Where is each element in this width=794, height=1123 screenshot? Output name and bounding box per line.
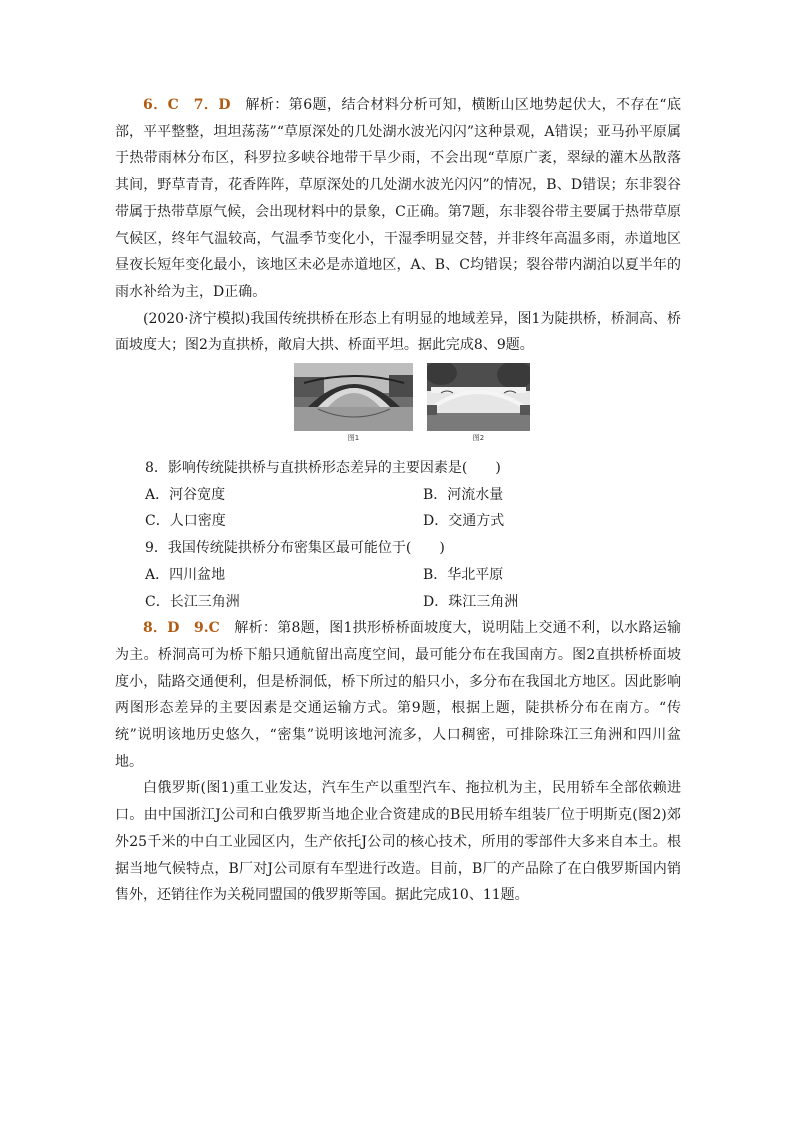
steep-arch-bridge-photo xyxy=(294,363,413,431)
answer-key-8-9: 8．D 9.C xyxy=(143,620,220,637)
question-intro-10-11: 白俄罗斯(图1)重工业发达，汽车生产以重型汽车、拖拉机为主，民用轿车全部依赖进口。由中国浙江J公司和白俄罗斯当地企业合资建成的B民用轿车组装厂位于明斯克(图2)郊外25千米的中白工业园区内，生产依托J公司的核心技术，所用的零部件大多来自本土。根据当地气候特点，B厂对J公司原有车型进行改造。目前，B厂的产品除了在白俄罗斯国内销售外，还销往作为关税同盟国的俄罗斯等国。据此完成10、11题。 xyxy=(115,780,681,904)
page-content xyxy=(115,92,681,909)
bridge-figures xyxy=(115,363,681,449)
q9-option-c: C．长江三角洲 xyxy=(145,593,240,610)
q9-option-b: B．华北平原 xyxy=(423,566,504,583)
answer-key-6-7: 6．C 7．D xyxy=(143,97,231,113)
explanation-text-6-7: 解析：第6题，结合材料分析可知，横断山区地势起伏大，不存在“底部，平平整整，坦坦荡荡”“草原深处的几处湖水波光闪闪”这种景观，A错误；亚马孙平原属于热带雨林分布区，科罗拉多峡谷地带干旱少雨，不会出现“草原广袤，翠绿的灌木丛散落其间，野草青青，花香阵阵，草原深处的几处湖水波光闪闪”的情况，B、D错误；东非裂谷带属于热带草原气候，会出现材料中的景象，C正确。第7题，东非裂谷带主要属于热带草原气候区，终年气温较高，气温季节变化小，干湿季明显交替，并非终年高温多雨，赤道地区昼夜长短年变化最小，该地区未必是赤道地区，A、B、C均错误；裂谷带内湖泊以夏半年的雨水补给为主，D正确。 xyxy=(115,97,681,300)
q8-option-d: D．交通方式 xyxy=(423,513,505,530)
explanation-text-8-9: 解析：第8题，图1拱形桥桥面坡度大，说明陆上交通不利，以水路运输为主。桥洞高可为桥下船只通航留出高度空间，最可能分布在我国南方。图2直拱桥桥面坡度小，陆路交通便利，但是桥洞低，桥下所过的船只小，多分布在我国北方地区。因此影响两图形态差异的主要因素是交通运输方式。第9题，根据上题，陡拱桥分布在南方。“传统”说明该地历史悠久，“密集”说明该地河流多，人口稠密，可排除珠江三角洲和四川盆地。 xyxy=(115,620,681,770)
figure-2-caption: 图2 xyxy=(472,434,485,443)
figure-1 xyxy=(294,363,413,443)
q8-option-c: C．人口密度 xyxy=(145,513,226,530)
question-intro-8-9: (2020·济宁模拟)我国传统拱桥在形态上有明显的地域差异，图1为陡拱桥，桥洞高、桥面坡度大；图2为直拱桥，敞肩大拱、桥面平坦。据此完成8、9题。 xyxy=(115,310,681,354)
question-8-stem: 8．影响传统陡拱桥与直拱桥形态差异的主要因素是( ) xyxy=(145,460,501,477)
q9-option-a: A．四川盆地 xyxy=(145,566,226,583)
q8-option-a: A．河谷宽度 xyxy=(145,486,226,503)
question-8-options xyxy=(115,482,681,535)
q8-option-b: B．河流水量 xyxy=(423,486,504,503)
question-9-stem: 9．我国传统陡拱桥分布密集区最可能位于( ) xyxy=(145,540,445,557)
question-9-options xyxy=(115,562,681,615)
flat-arch-bridge-photo xyxy=(427,363,530,431)
q9-option-d: D．珠江三角洲 xyxy=(423,593,519,610)
answer-explanation-8-9 xyxy=(115,615,681,775)
figure-2 xyxy=(427,363,530,443)
figure-1-caption: 图1 xyxy=(347,434,360,443)
answer-explanation-6-7 xyxy=(115,92,681,306)
